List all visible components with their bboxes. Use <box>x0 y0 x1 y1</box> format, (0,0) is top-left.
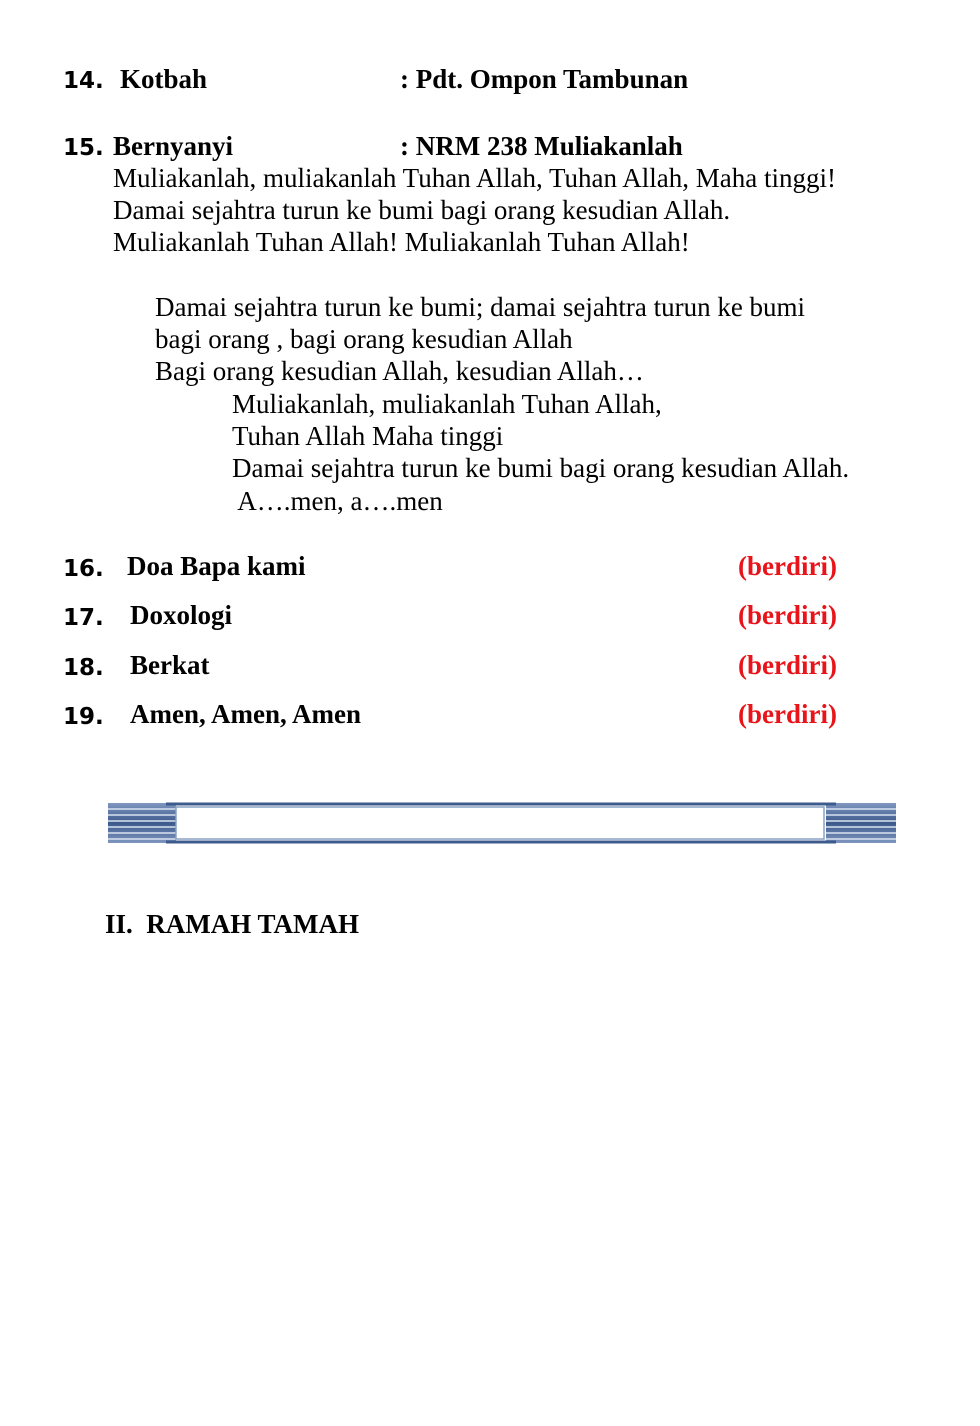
item-15-detail: : NRM 238 Muliakanlah <box>400 131 683 161</box>
hymn-line: Muliakanlah, muliakanlah Tuhan Allah, <box>232 389 662 419</box>
item-19-number: 19. <box>63 704 104 730</box>
hymn-line: Damai sejahtra turun ke bumi bagi orang kesudian Allah. <box>113 195 731 225</box>
item-15-number: 15. <box>63 135 104 161</box>
item-16-title: Doa Bapa kami <box>127 551 306 581</box>
item-14-title: Kotbah <box>120 64 208 94</box>
item-18-title: Berkat <box>130 650 210 680</box>
scroll-center-panel <box>176 807 824 839</box>
item-17-title: Doxologi <box>130 600 233 630</box>
hymn-line: A….men, a….men <box>232 486 443 516</box>
hymn-line: Muliakanlah, muliakanlah Tuhan Allah, Tuhan Allah, Maha tinggi! <box>113 163 836 193</box>
item-14-number: 14. <box>63 68 104 94</box>
section-heading: II. RAMAH TAMAH <box>105 909 359 939</box>
item-18-note: (berdiri) <box>738 650 837 680</box>
hymn-line: Muliakanlah Tuhan Allah! Muliakanlah Tuhan Allah! <box>113 227 690 257</box>
item-14-detail: : Pdt. Ompon Tambunan <box>400 64 689 94</box>
item-18-number: 18. <box>63 655 104 681</box>
item-15-title: Bernyanyi <box>113 131 234 161</box>
item-16-note: (berdiri) <box>738 551 837 581</box>
hymn-line: Damai sejahtra turun ke bumi; damai sejahtra turun ke bumi <box>155 292 806 322</box>
hymn-line: Bagi orang kesudian Allah, kesudian Allah… <box>155 356 644 386</box>
hymn-line: Damai sejahtra turun ke bumi bagi orang kesudian Allah. <box>232 453 850 483</box>
item-19-title: Amen, Amen, Amen <box>130 699 361 729</box>
hymn-line: Tuhan Allah Maha tinggi <box>232 421 504 451</box>
item-17-number: 17. <box>63 605 104 631</box>
scroll-divider-ornament <box>106 800 898 846</box>
item-19-note: (berdiri) <box>738 699 837 729</box>
item-17-note: (berdiri) <box>738 600 837 630</box>
item-16-number: 16. <box>63 556 104 582</box>
hymn-line: bagi orang , bagi orang kesudian Allah <box>155 324 573 354</box>
